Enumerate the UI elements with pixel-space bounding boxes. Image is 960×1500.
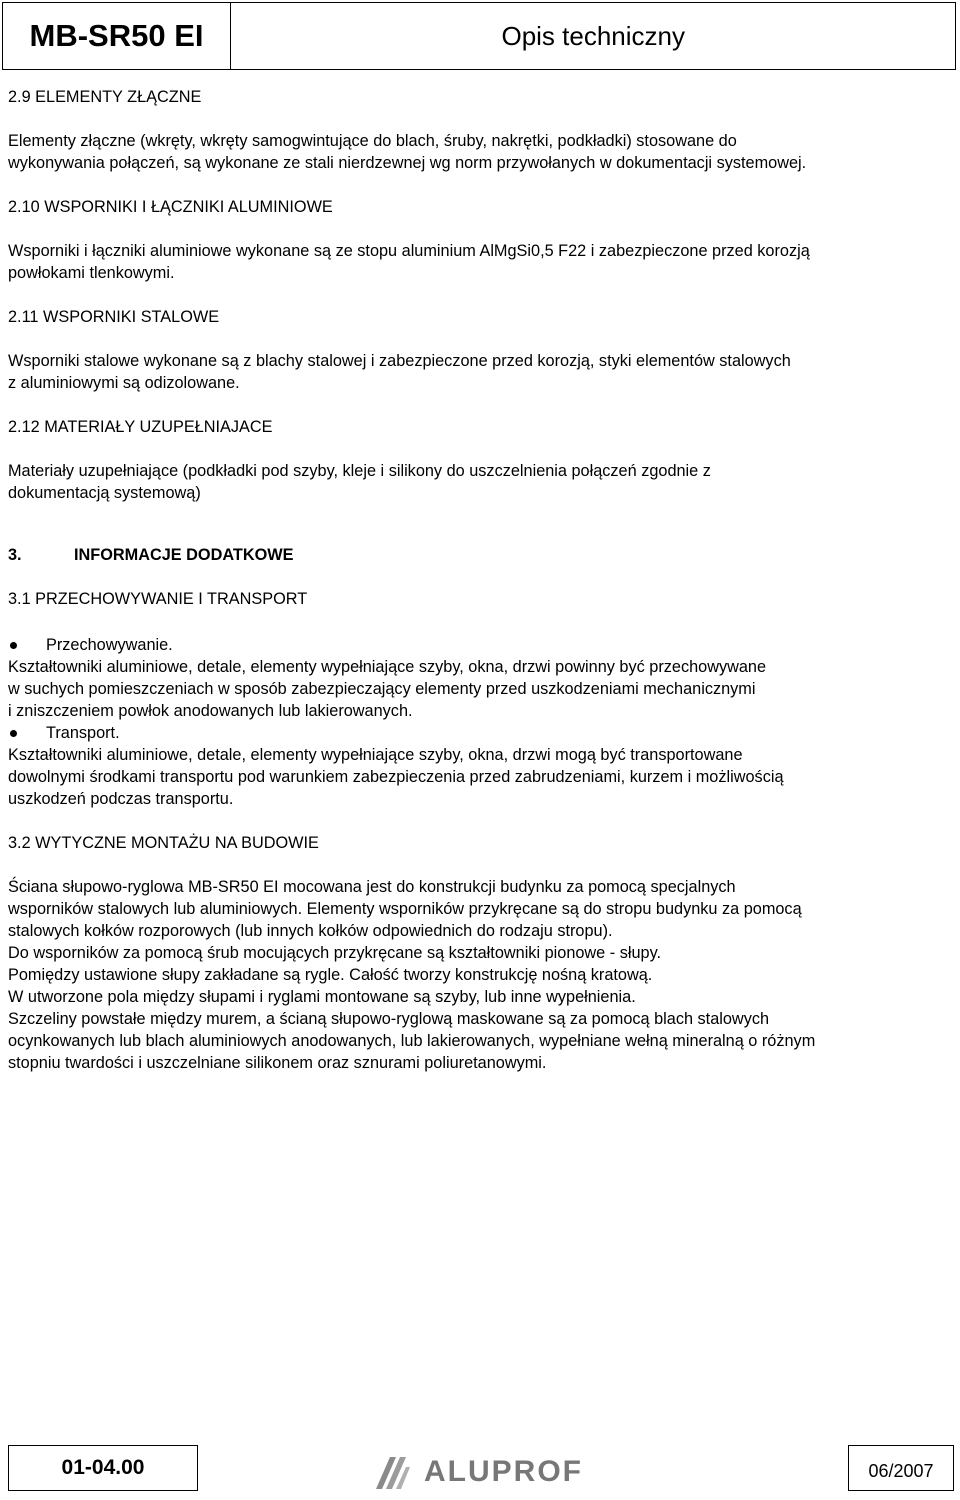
- section-2-11-heading: 2.11 WSPORNIKI STALOWE: [8, 308, 220, 326]
- logo-text: ALUPROF: [424, 1455, 583, 1488]
- page-code: 01-04.00: [8, 1445, 198, 1491]
- section-3-2-line: Pomiędzy ustawione słupy zakładane są rygle. Całość tworzy konstrukcję nośną kratową.: [8, 966, 653, 984]
- aluprof-logo: [370, 1448, 640, 1496]
- bullet-item: [8, 634, 948, 656]
- bullet-icon: [10, 730, 17, 737]
- product-name: MB-SR50 EI: [3, 3, 231, 69]
- section-3-1-line: uszkodzeń podczas transportu.: [8, 790, 234, 808]
- section-3-2-line: stopniu twardości i uszczelniane silikonem oraz sznurami poliuretanowymi.: [8, 1054, 547, 1072]
- bullet-item: [8, 722, 948, 744]
- section-3-2-line: W utworzone pola między słupami i ryglami montowane są szyby, lub inne wypełnienia.: [8, 988, 636, 1006]
- section-2-10-line: Wsporniki i łączniki aluminiowe wykonane są ze stopu aluminium AlMgSi0,5 F22 i zabezpieczone przed korozją: [8, 242, 810, 260]
- bullet-icon: [10, 642, 17, 649]
- document-date: 06/2007: [848, 1445, 954, 1491]
- section-2-12-heading: 2.12 MATERIAŁY UZUPEŁNIAJACE: [8, 418, 273, 436]
- section-3-2-line: Szczeliny powstałe między murem, a ścianą słupowo-ryglową maskowane są za pomocą blach stalowych: [8, 1010, 770, 1028]
- section-2-11-line: z aluminiowymi są odizolowane.: [8, 374, 240, 392]
- section-3-1-line: Kształtowniki aluminiowe, detale, elementy wypełniające szyby, okna, drzwi mogą być transportowane: [8, 746, 743, 764]
- section-3-heading: [8, 544, 948, 566]
- section-3-2-line: wsporników stalowych lub aluminiowych. Elementy wsporników przykręcane są do stropu budynku za pomocą: [8, 900, 802, 918]
- section-2-9-line: wykonywania połączeń, są wykonane ze stali nierdzewnej wg norm przywołanych w dokumentacji systemowej.: [8, 154, 807, 172]
- section-3-2-heading: 3.2 WYTYCZNE MONTAŻU NA BUDOWIE: [8, 834, 319, 852]
- aluprof-logo-icon: [370, 1449, 416, 1495]
- section-3-1-line: w suchych pomieszczeniach w sposób zabezpieczający elementy przed uszkodzeniami mechanicznymi: [8, 680, 756, 698]
- section-3-2-line: Ściana słupowo-ryglowa MB-SR50 EI mocowana jest do konstrukcji budynku za pomocą specjalnych: [8, 878, 736, 896]
- section-2-12-line: dokumentacją systemową): [8, 484, 201, 502]
- section-3-2-line: stalowych kołków rozporowych (lub innych kołków odpowiednich do rodzaju stropu).: [8, 922, 613, 940]
- section-3-1-line: dowolnymi środkami transportu pod warunkiem zabezpieczenia przed zabrudzeniami, kurzem i możliwością: [8, 768, 784, 786]
- section-2-10-line: powłokami tlenkowymi.: [8, 264, 175, 282]
- section-2-11-line: Wsporniki stalowe wykonane są z blachy stalowej i zabezpieczone przed korozją, styki elementów stalowych: [8, 352, 791, 370]
- bullet-label: Przechowywanie.: [46, 636, 173, 654]
- section-3-1-heading: 3.1 PRZECHOWYWANIE I TRANSPORT: [8, 590, 308, 608]
- document-type: Opis techniczny: [501, 20, 685, 51]
- section-3-2-line: ocynkowanych lub blach aluminiowych anodowanych, lub lakierowanych, wypełniane wełną mineralną o różnym: [8, 1032, 816, 1050]
- page-header: [2, 2, 956, 70]
- section-2-9-heading: 2.9 ELEMENTY ZŁĄCZNE: [8, 88, 202, 106]
- section-2-12-line: Materiały uzupełniające (podkładki pod szyby, kleje i silikony do uszczelnienia połączeń zgodnie z: [8, 462, 711, 480]
- section-2-10-heading: 2.10 WSPORNIKI I ŁĄCZNIKI ALUMINIOWE: [8, 198, 333, 216]
- section-3-title: INFORMACJE DODATKOWE: [74, 546, 294, 564]
- section-3-1-line: Kształtowniki aluminiowe, detale, elementy wypełniające szyby, okna, drzwi powinny być przechowywane: [8, 658, 767, 676]
- section-3-2-line: Do wsporników za pomocą śrub mocujących przykręcane są kształtowniki pionowe - słupy.: [8, 944, 662, 962]
- section-2-9-line: Elementy złączne (wkręty, wkręty samogwintujące do blach, śruby, nakrętki, podkładki) stosowane do: [8, 132, 737, 150]
- bullet-label: Transport.: [46, 724, 120, 742]
- section-3-1-line: i zniszczeniem powłok anodowanych lub lakierowanych.: [8, 702, 413, 720]
- document-body: [8, 86, 948, 1074]
- section-3-number: 3.: [8, 546, 22, 564]
